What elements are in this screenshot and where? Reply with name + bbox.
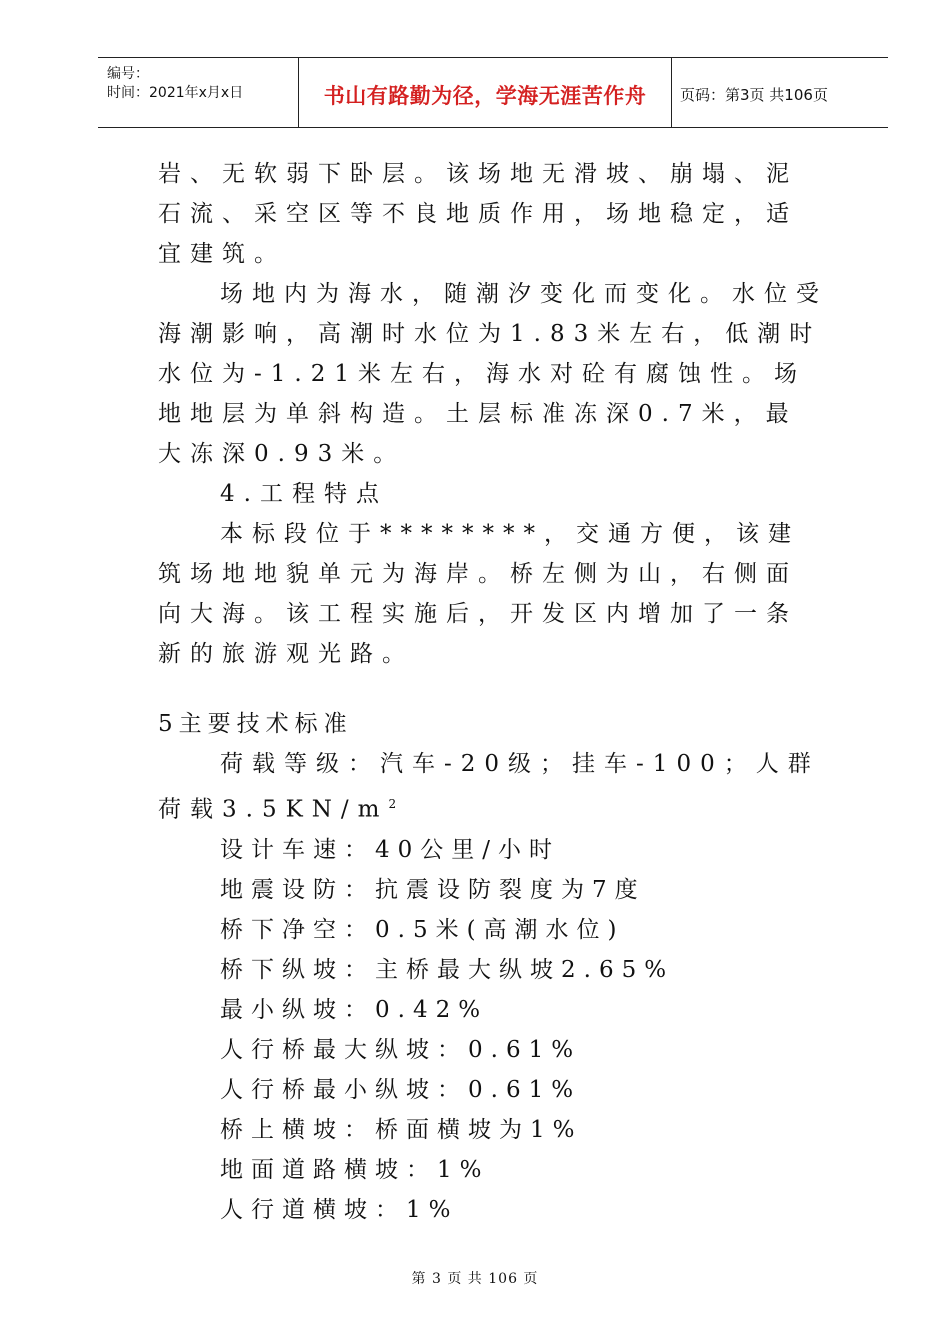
header-motto-cell — [299, 58, 672, 127]
page-header — [98, 57, 888, 128]
spec-line: 最小纵坡：0.42% — [220, 996, 489, 1023]
spec-line: 人行道横坡：1% — [220, 1196, 459, 1223]
spec-line: 人行桥最大纵坡：0.61% — [220, 1036, 582, 1063]
paragraph-project-features: 本标段位于********，交通方便，该建筑场地地貌单元为海岸。桥左侧为山，右侧面向大海。该工程实施后，开发区内增加了一条新的旅游观光路。 — [158, 521, 800, 667]
spec-line: 桥下纵坡：主桥最大纵坡2.65% — [220, 956, 675, 983]
load-grade-superscript: 2 — [388, 797, 406, 811]
heading-project-features: 4.工程特点 — [220, 481, 388, 507]
header-page-cell — [672, 58, 888, 127]
spec-line: 设计车速：40公里/小时 — [220, 836, 561, 863]
paragraph-hydrology: 场地内为海水，随潮汐变化而变化。水位受海潮影响，高潮时水位为1.83米左右，低潮时水位为-1.21米左右，海水对砼有腐蚀性。场地地层为单斜构造。土层标准冻深0.7米，最大冻深0.93米。 — [158, 281, 828, 467]
load-grade-text: 荷载等级：汽车-20级；挂车-100；人群荷载3.5KN/m — [158, 751, 820, 823]
header-meta-cell — [98, 58, 299, 127]
time-label: 时间：2021年x月x日 — [107, 85, 244, 101]
spec-line: 地震设防：抗震设防裂度为7度 — [220, 876, 646, 903]
spec-line: 桥下净空：0.5米(高潮水位) — [220, 916, 625, 943]
page-info: 页码：第3页 共106页 — [680, 86, 828, 104]
page-footer: 第 3 页 共 106 页 — [411, 1271, 539, 1287]
paragraph-load-grade — [158, 744, 828, 830]
spec-line: 桥上横坡：桥面横坡为1% — [220, 1116, 583, 1143]
paragraph-geology: 岩、无软弱下卧层。该场地无滑坡、崩塌、泥石流、采空区等不良地质作用，场地稳定，适宜建筑。 — [158, 161, 798, 267]
spec-line: 人行桥最小纵坡：0.61% — [220, 1076, 582, 1103]
header-motto: 书山有路勤为径，学海无涯苦作舟 — [323, 84, 647, 108]
number-label: 编号： — [107, 66, 149, 82]
spec-line: 地面道路横坡：1% — [220, 1156, 490, 1183]
heading-technical-standards: 5主要技术标准 — [158, 711, 353, 737]
document-body — [158, 154, 828, 1230]
